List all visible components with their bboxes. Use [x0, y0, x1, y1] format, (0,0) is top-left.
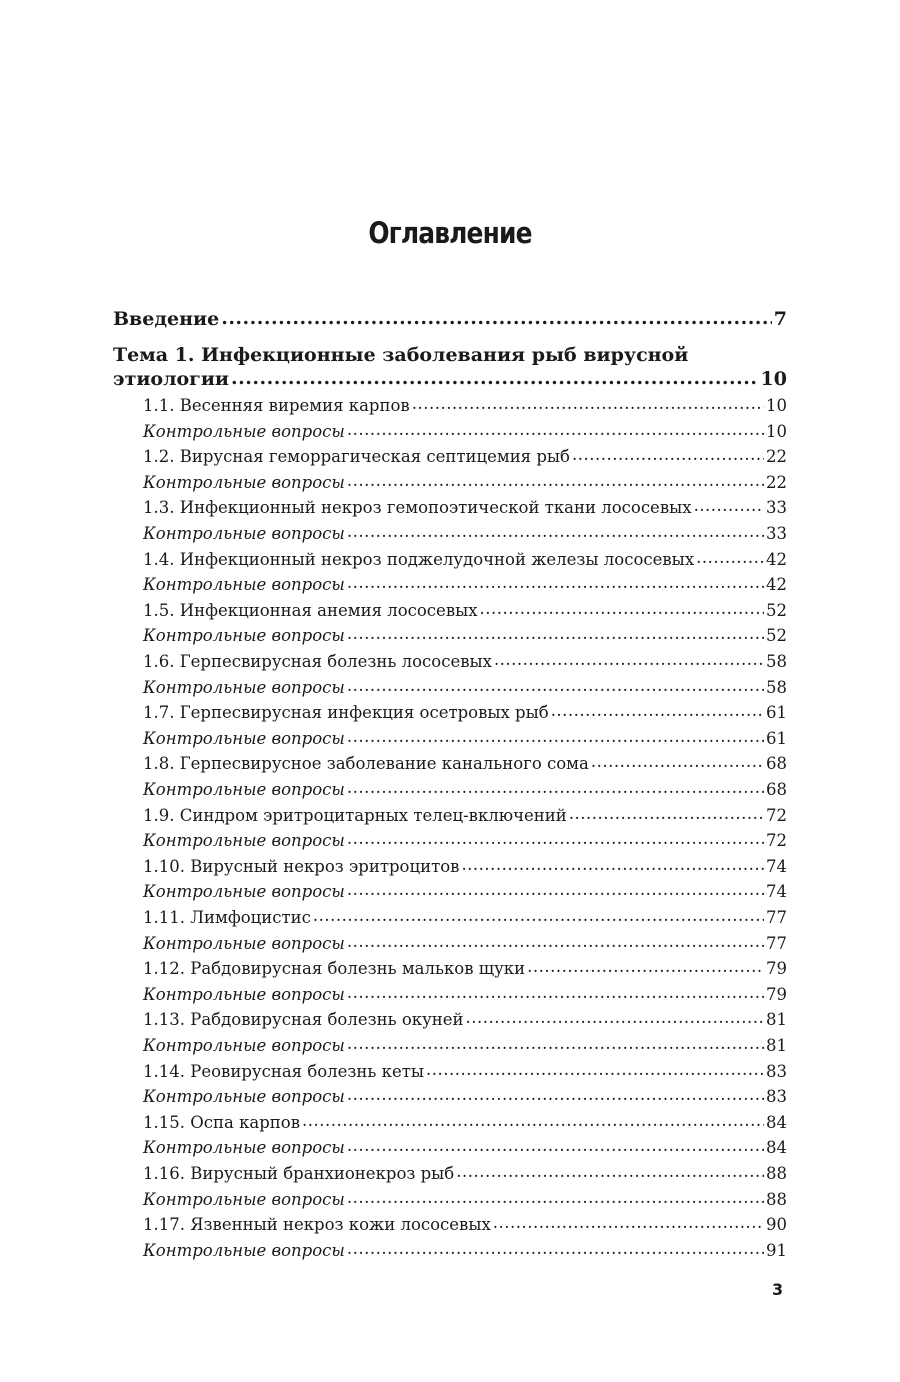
toc-entry-label: Контрольные вопросы: [143, 831, 345, 851]
toc-entry-label: Контрольные вопросы: [143, 1138, 345, 1158]
dot-leader: [221, 311, 772, 325]
dot-leader: [302, 1114, 764, 1128]
toc-page-number: 22: [766, 447, 787, 467]
dot-leader: [347, 679, 764, 693]
dot-leader: [494, 653, 764, 667]
toc-entry-section[interactable]: [143, 601, 787, 621]
toc-entry-label: 1.17. Язвенный некроз кожи лососевых: [143, 1215, 491, 1235]
toc-entry-review-questions[interactable]: [143, 678, 787, 698]
toc-entry-review-questions[interactable]: [143, 1241, 787, 1261]
toc-entry-section[interactable]: [143, 959, 787, 979]
toc-entry-review-questions[interactable]: [143, 831, 787, 851]
dot-leader: [412, 397, 764, 411]
toc-page-number: 42: [766, 549, 787, 569]
dot-leader: [347, 832, 764, 846]
dot-leader: [347, 1037, 764, 1051]
toc-entry-review-questions[interactable]: [143, 575, 787, 595]
dot-leader: [426, 1063, 764, 1077]
dot-leader: [347, 525, 764, 539]
toc-entry-section[interactable]: [143, 1164, 787, 1184]
toc-entry-review-questions[interactable]: [143, 882, 787, 902]
dot-leader: [347, 986, 764, 1000]
toc-entry-label: 1.15. Оспа карпов: [143, 1112, 301, 1132]
toc-entry-label: 1.2. Вирусная геморрагическая септицемия рыб: [143, 447, 570, 467]
toc-page-number: 88: [766, 1164, 787, 1183]
toc-entry-section[interactable]: [143, 550, 787, 570]
toc-page-number: 72: [766, 831, 787, 851]
dot-leader: [480, 602, 764, 616]
toc-page-number: 77: [766, 908, 787, 927]
toc-entry-label: Контрольные вопросы: [143, 421, 345, 441]
toc-entry-label: Контрольные вопросы: [143, 728, 345, 748]
toc-entry-label: 1.4. Инфекционный некроз поджелудочной железы лососевых: [143, 549, 695, 569]
toc-entry-section[interactable]: [143, 908, 787, 928]
dot-leader: [347, 474, 764, 488]
toc-page-number: 33: [766, 498, 787, 518]
toc-entry-label: Контрольные вопросы: [143, 524, 345, 543]
dot-leader: [696, 551, 764, 565]
page-number-footer: 3: [772, 1280, 784, 1299]
toc-entry-label: Контрольные вопросы: [143, 933, 345, 953]
toc-entry-review-questions[interactable]: [143, 1087, 787, 1107]
toc-page-number: 72: [766, 805, 787, 825]
toc-entry-label: 1.13. Рабдовирусная болезнь окуней: [143, 1010, 464, 1030]
toc-entry-review-questions[interactable]: [143, 1190, 787, 1210]
toc-entry-label: 1.3. Инфекционный некроз гемопоэтической ткани лососевых: [143, 498, 692, 518]
dot-leader: [493, 1216, 764, 1230]
toc-page-number: 33: [766, 524, 787, 543]
toc-entry-label: 1.16. Вирусный бранхионекроз рыб: [143, 1164, 455, 1183]
toc-entry-label: Контрольные вопросы: [143, 677, 345, 697]
toc-page-number: 81: [766, 1036, 787, 1055]
toc-entry-label: Контрольные вопросы: [143, 626, 345, 646]
toc-entry-label: Контрольные вопросы: [143, 1087, 345, 1107]
toc-page-number: 22: [766, 472, 787, 492]
toc-entry-section[interactable]: [143, 396, 787, 416]
dot-leader: [231, 371, 759, 385]
toc-entry-label: 1.9. Синдром эритроцитарных телец-включений: [143, 805, 567, 825]
dot-leader: [313, 909, 764, 923]
toc-entry-label: этиологии: [113, 368, 230, 390]
dot-leader: [347, 730, 764, 744]
dot-leader: [466, 1011, 764, 1025]
toc-page-number: 10: [766, 396, 787, 415]
dot-leader: [347, 1139, 764, 1153]
dot-leader: [347, 423, 764, 437]
toc-entry-review-questions[interactable]: [143, 1138, 787, 1158]
page-title: Оглавление: [368, 216, 532, 250]
toc-entry-label: 1.12. Рабдовирусная болезнь мальков щуки: [143, 959, 526, 979]
toc-entry-section[interactable]: [143, 857, 787, 877]
dot-leader: [591, 755, 764, 769]
dot-leader: [456, 1165, 764, 1179]
dot-leader: [347, 781, 764, 795]
toc-entry-review-questions[interactable]: [143, 524, 787, 544]
toc-page-number: 74: [766, 882, 787, 902]
toc-entry-section[interactable]: [143, 652, 787, 672]
dot-leader: [347, 1191, 764, 1205]
toc-entry-section[interactable]: [143, 1010, 787, 1030]
dot-leader: [347, 883, 764, 897]
toc-entry-section[interactable]: [143, 806, 787, 826]
toc-entry-label: Контрольные вопросы: [143, 780, 345, 799]
toc-page-number: 79: [766, 959, 787, 979]
toc-entry-section[interactable]: [143, 1113, 787, 1133]
toc-page-number: 84: [766, 1112, 787, 1132]
toc-entry-review-questions[interactable]: [143, 780, 787, 800]
dot-leader: [551, 704, 764, 718]
toc-entry-label: 1.10. Вирусный некроз эритроцитов: [143, 856, 460, 876]
toc-page-number: 7: [773, 308, 787, 330]
toc-entry-section[interactable]: [143, 1215, 787, 1235]
dot-leader: [347, 1242, 764, 1256]
toc-entry-label: Контрольные вопросы: [143, 984, 345, 1004]
toc-entry-review-questions[interactable]: [143, 1036, 787, 1056]
toc-page-number: 61: [766, 728, 787, 748]
toc-page-number: 52: [766, 600, 787, 620]
toc-entry-review-questions[interactable]: [143, 985, 787, 1005]
toc-page-number: 42: [766, 575, 787, 595]
dot-leader: [527, 960, 764, 974]
toc-entry-label: 1.7. Герпесвирусная инфекция осетровых рыб: [143, 703, 549, 723]
toc-page-number: 77: [766, 933, 787, 953]
toc-entry-review-questions[interactable]: [143, 934, 787, 954]
toc-page-number: 79: [766, 984, 787, 1004]
toc-entry-label: Контрольные вопросы: [143, 1189, 345, 1209]
toc-entry-label: Контрольные вопросы: [143, 1036, 345, 1055]
dot-leader: [694, 499, 764, 513]
toc-page-number: 10: [760, 368, 787, 390]
toc-page-number: 52: [766, 626, 787, 646]
toc-page-number: 81: [766, 1010, 787, 1030]
toc-page-number: 68: [766, 780, 787, 799]
dot-leader: [347, 576, 764, 590]
toc-topic-1-title-line1[interactable]: Тема 1. Инфекционные заболевания рыб вирусной: [113, 344, 689, 366]
toc-page-number: 10: [766, 421, 787, 441]
toc-entry-label: Контрольные вопросы: [143, 882, 345, 902]
toc-entry-label: Контрольные вопросы: [143, 1240, 345, 1260]
toc-page-number: 68: [766, 754, 787, 774]
toc-entry-intro[interactable]: [113, 309, 787, 329]
toc-entry-review-questions[interactable]: [143, 422, 787, 442]
toc-entry-review-questions[interactable]: [143, 729, 787, 749]
toc-entry-label: 1.11. Лимфоцистис: [143, 908, 311, 927]
toc-page-number: 88: [766, 1189, 787, 1209]
dot-leader: [347, 935, 764, 949]
toc-page-number: 74: [766, 856, 787, 876]
toc-page-number: 83: [766, 1087, 787, 1107]
dot-leader: [461, 858, 764, 872]
toc-entry-review-questions[interactable]: [143, 473, 787, 493]
dot-leader: [347, 1088, 764, 1102]
toc-entry-label: Контрольные вопросы: [143, 472, 345, 492]
toc-page-number: 61: [766, 703, 787, 723]
toc-page-number: 91: [766, 1240, 787, 1260]
toc-entry-review-questions[interactable]: [143, 626, 787, 646]
toc-entry-label: Контрольные вопросы: [143, 575, 345, 595]
toc-entry-section[interactable]: [143, 1062, 787, 1082]
toc-page-number: 58: [766, 677, 787, 697]
toc-entry-section[interactable]: [143, 498, 787, 518]
toc-entry-label: 1.14. Реовирусная болезнь кеты: [143, 1061, 424, 1081]
dot-leader: [569, 807, 764, 821]
toc-entry-section[interactable]: [143, 754, 787, 774]
toc-entry-topic-1[interactable]: [113, 369, 787, 389]
toc-entry-section[interactable]: [143, 703, 787, 723]
toc-entry-label: 1.8. Герпесвирусное заболевание канального сома: [143, 754, 589, 774]
toc-page-number: 90: [766, 1215, 787, 1235]
toc-entry-label: Введение: [113, 308, 220, 330]
dot-leader: [347, 627, 764, 641]
toc-entry-label: 1.5. Инфекционная анемия лососевых: [143, 600, 478, 620]
toc-page-number: 84: [766, 1138, 787, 1158]
toc-entry-section[interactable]: [143, 447, 787, 467]
toc-page-number: 83: [766, 1061, 787, 1081]
toc-entry-label: 1.1. Весенняя виремия карпов: [143, 396, 410, 415]
toc-page-number: 58: [766, 652, 787, 671]
dot-leader: [572, 448, 764, 462]
toc-entry-label: 1.6. Герпесвирусная болезнь лососевых: [143, 652, 492, 671]
